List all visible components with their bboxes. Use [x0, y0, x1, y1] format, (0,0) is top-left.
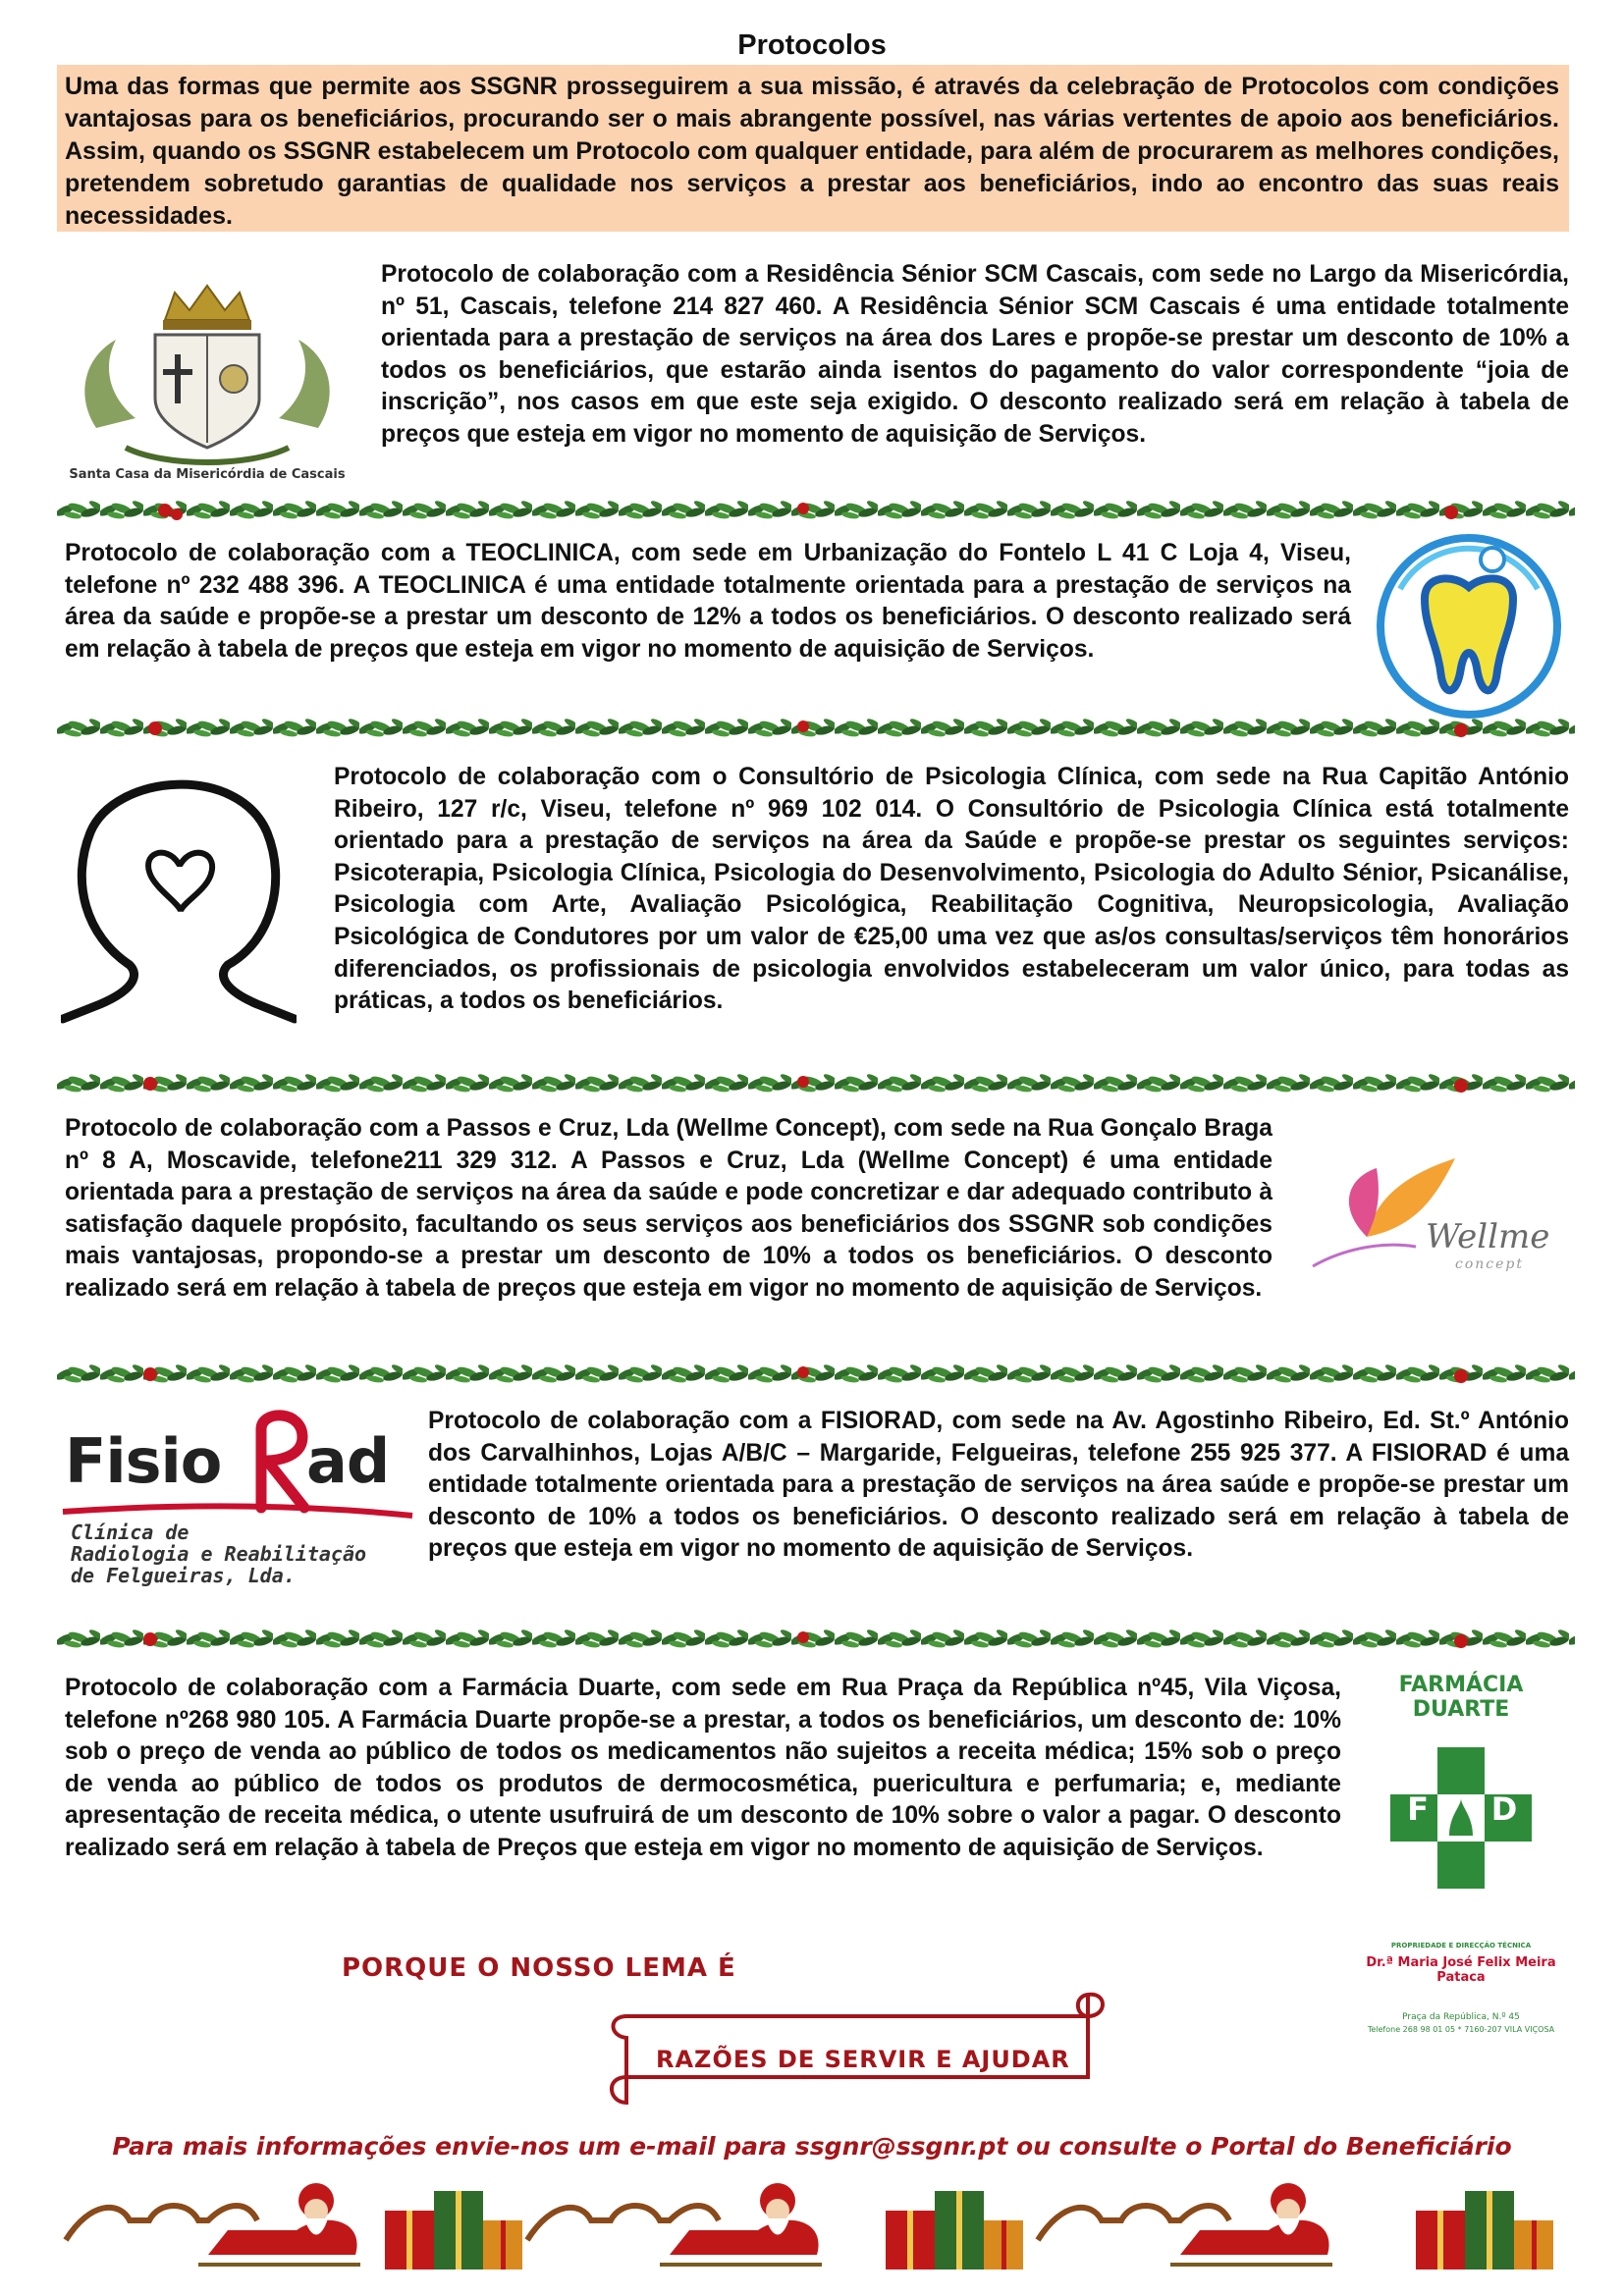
gift-boxes-icon	[385, 2191, 522, 2269]
motto-intro: PORQUE O NOSSO LEMA É	[342, 1953, 736, 1983]
farmacia-duarte-title: FARMÁCIA DUARTE	[1398, 1673, 1524, 1722]
sleigh-icon	[527, 2183, 822, 2265]
scm-cascais-caption: Santa Casa da Misericórdia de Cascais	[69, 467, 346, 482]
farmacia-address-1: Praça da República, N.º 45	[1402, 2012, 1520, 2022]
footer-contact-text: Para mais informações envie-nos um e-mail para ssgnr@ssgnr.pt ou consulte o Portal do Beneficiário	[112, 2132, 1512, 2161]
christmas-decorations-strip	[61, 2162, 1569, 2279]
farmacia-prop-label: PROPRIEDADE E DIRECÇÃO TÉCNICA	[1390, 1942, 1532, 1949]
holly-garland-divider	[57, 711, 1575, 746]
fisiorad-sub-1: Clínica de	[71, 1521, 189, 1544]
farmacia-duarte-logo	[1351, 1669, 1571, 2061]
holly-garland-divider	[57, 1066, 1575, 1101]
farmacia-address-2: Telefone 268 98 01 05 * 7160-207 VILA VIÇOSA	[1367, 2025, 1555, 2034]
wellme-logo	[1308, 1148, 1569, 1296]
protocol-wellme-text: Protocolo de colaboração com a Passos e Cruz, Lda (Wellme Concept), com sede na Rua Gonçalo Braga nº 8 A, Moscavide, telefone211 329 312. A Passos e Cruz, Lda (Wellme Concept) é uma entidade orientada para a prestação de serviços na área da saúde e pode concretizar e dar adequado contributo à satisfação daquele propósito, facultando os seus serviços aos beneficiários dos SSGNR sob condições mais vantajosas, propondo-se a prestar um desconto de 10% a todos os beneficiários. O desconto realizado será em relação à tabela de preços que esteja em vigor no momento de aquisição de Serviços.	[65, 1115, 1272, 1302]
protocol-farmacia-duarte-text: Protocolo de colaboração com a Farmácia Duarte, com sede em Rua Praça da República nº45, Vila Viçosa, telefone nº268 980 105. A Farmácia Duarte propõe-se a prestar, a todos os beneficiários, um desconto de: 10% sob o preço de venda ao público de todos os medicamentos não sujeitos a receita médica; 15% sob o preço de venda ao público de todos os produtos de dermocosmética, puericultura e perfumaria; e, mediante apresentação de receita médica, o utente usufruirá de um desconto de 10% sobre o valor a pagar. O desconto realizado será em relação à tabela de Preços que esteja em vigor no momento de aquisição de Serviços.	[65, 1675, 1341, 1861]
teoclinica-tooth-logo	[1371, 530, 1567, 722]
pharmacy-letter-d: D	[1490, 1790, 1518, 1828]
fisiorad-logo-word-a: Fisio	[65, 1425, 222, 1497]
fisiorad-sub-3: de Felgueiras, Lda.	[71, 1564, 296, 1587]
holly-garland-divider	[57, 493, 1575, 528]
holly-garland-divider	[57, 1357, 1575, 1392]
sleigh-icon	[1038, 2183, 1332, 2265]
protocol-teoclinica-text: Protocolo de colaboração com a TEOCLINICA, com sede em Urbanização do Fontelo L 41 C Loja 4, Viseu, telefone nº 232 488 396. A TEOCLINICA é uma entidade totalmente orientada para a prestação de serviços na área da saúde e propõe-se a prestar um desconto de 12% a todos os beneficiários. O desconto realizado será em relação à tabela de preços que esteja em vigor no momento de aquisição de Serviços.	[65, 540, 1351, 663]
gift-boxes-icon	[886, 2191, 1023, 2269]
pharmacy-letter-f: F	[1407, 1790, 1429, 1828]
fisiorad-sub-2: Radiologia e Reabilitação	[71, 1542, 367, 1566]
page-title: Protocolos	[737, 29, 887, 61]
fisiorad-logo	[61, 1410, 414, 1596]
fisiorad-logo-word-b: ad	[306, 1425, 390, 1497]
protocol-psicologia-text: Protocolo de colaboração com o Consultório de Psicologia Clínica, com sede na Rua Capitão António Ribeiro, 127 r/c, Viseu, telefone nº 969 102 014. O Consultório de Psicologia Clínica está totalmente orientado para a prestação de serviços na área da Saúde e propõe-se prestar os seguintes serviços: Psicoterapia, Psicologia Clínica, Psicologia do Desenvolvimento, Psicologia do Adulto Sénior, Psicanálise, Psicologia com Arte, Avaliação Psicológica, Reabilitação Cognitiva, Neuropsicologia, Avaliação Psicológica de Condutores por um valor de €25,00 uma vez que as/os consultas/serviços têm honorários diferenciados, os profissionais de psicologia envolvidos estabeleceram um valor único, para todas as práticas, a todos os beneficiários.	[334, 764, 1569, 1015]
wellme-logo-word: Wellme	[1426, 1217, 1550, 1256]
motto-banner-text: RAZÕES DE SERVIR E AJUDAR	[656, 2046, 1070, 2073]
protocol-scm-cascais-text: Protocolo de colaboração com a Residência Sénior SCM Cascais, com sede no Largo da Misericórdia, nº 51, Cascais, telefone 214 827 460. A Residência Sénior SCM Cascais é uma entidade totalmente orientada para a prestação de serviços na área dos Lares e propõe-se prestar um desconto de 10% a todos os beneficiários, que estarão ainda isentos do pagamento do valor correspondente “joia de inscrição”, nos casos em que este seja exigido. O desconto realizado será em relação à tabela de preços que esteja em vigor no momento de aquisição de Serviços.	[381, 261, 1569, 448]
intro-paragraph: Uma das formas que permite aos SSGNR prosseguirem a sua missão, é através da celebração de Protocolos com condições vantajosas para os beneficiários, procurando ser o mais abrangente possível, nas várias vertentes de apoio aos beneficiários. Assim, quando os SSGNR estabelecem um Protocolo com qualquer entidade, para além de procurarem as melhores condições, pretendem sobretudo garantias de qualidade nos serviços a prestar aos beneficiários, indo ao encontro das suas reais necessidades.	[57, 65, 1569, 232]
fisiorad-swoosh	[61, 1500, 414, 1520]
gift-boxes-icon	[1416, 2191, 1553, 2269]
psychology-head-heart-logo	[61, 754, 297, 1031]
holly-garland-divider	[57, 1622, 1575, 1657]
wellme-logo-sub: concept	[1455, 1256, 1524, 1272]
protocol-fisiorad-text: Protocolo de colaboração com a FISIORAD, com sede na Av. Agostinho Ribeiro, Ed. St.º António dos Carvalhinhos, Lojas A/B/C – Margaride, Felgueiras, telefone 255 925 377. A FISIORAD é uma entidade totalmente orientada para a prestação de serviços na área saúde e propõe-se prestar um desconto de 10% a todos os beneficiários. O desconto realizado será em relação à tabela de preços que esteja em vigor no momento de aquisição de Serviços.	[428, 1408, 1569, 1563]
farmacia-prop-name: Dr.ª Maria José Felix Meira Pataca	[1366, 1955, 1556, 1985]
scm-cascais-logo	[57, 281, 357, 485]
sleigh-icon	[66, 2183, 360, 2265]
